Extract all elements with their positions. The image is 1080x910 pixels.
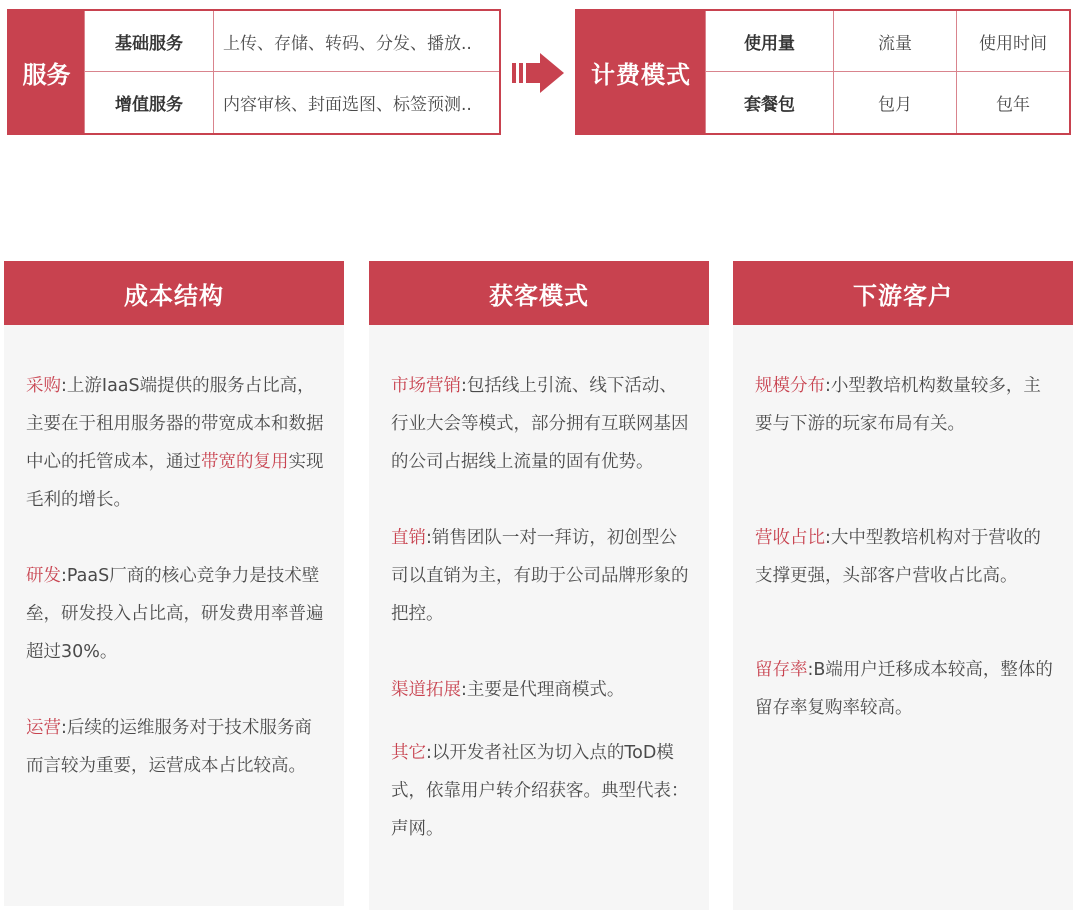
value-added-service-label: 增值服务	[84, 72, 213, 133]
item-separator: :	[426, 743, 432, 763]
list-item	[755, 519, 1053, 595]
item-text: B端用户迁移成本较高，整体的留存率复购率较高。	[755, 660, 1053, 718]
panel-title: 获客模式	[369, 261, 709, 325]
basic-service-label: 基础服务	[84, 11, 213, 72]
item-text: 包括线上引流、线下活动、行业大会等模式，部分拥有互联网基因的公司占据线上流量的固有优势。	[391, 376, 689, 472]
list-item	[391, 367, 689, 481]
services-table	[7, 9, 501, 135]
list-item	[755, 651, 1053, 727]
item-label: 采购	[26, 376, 61, 396]
package-option-yearly: 包年	[956, 72, 1069, 133]
basic-service-value: 上传、存储、转码、分发、播放..	[213, 11, 499, 72]
list-item	[26, 709, 324, 785]
item-label: 研发	[26, 566, 61, 586]
list-item	[26, 557, 324, 671]
billing-table	[575, 9, 1071, 135]
item-text: PaaS厂商的核心竞争力是技术壁垒，研发投入占比高，研发费用率普遍超过30%。	[26, 566, 324, 662]
item-label: 留存率	[755, 660, 808, 680]
item-text: 后续的运维服务对于技术服务商而言较为重要，运营成本占比较高。	[26, 718, 312, 776]
item-label: 运营	[26, 718, 61, 738]
list-item	[26, 367, 324, 519]
item-text: 大中型教培机构对于营收的支撑更强，头部客户营收占比高。	[755, 528, 1041, 586]
item-label: 营收占比	[755, 528, 825, 548]
item-separator: :	[61, 566, 67, 586]
item-label: 直销	[391, 528, 426, 548]
item-label: 其它	[391, 743, 426, 763]
panel-title: 下游客户	[733, 261, 1073, 325]
item-text: 销售团队一对一拜访，初创型公司以直销为主，有助于公司品牌形象的把控。	[391, 528, 689, 624]
list-item	[755, 367, 1053, 443]
services-grid	[84, 11, 499, 133]
list-item	[391, 734, 689, 848]
item-separator: :	[461, 376, 467, 396]
item-separator: :	[426, 528, 432, 548]
item-text: 以开发者社区为切入点的ToD模式，依靠用户转介绍获客。典型代表：声网。	[391, 743, 689, 839]
package-label: 套餐包	[705, 72, 833, 133]
double-right-arrow-icon	[512, 53, 564, 93]
item-separator: :	[825, 528, 831, 548]
item-separator: :	[61, 718, 67, 738]
item-highlight: 带宽的复用	[201, 452, 289, 472]
item-label: 规模分布	[755, 376, 825, 396]
value-added-service-value: 内容审核、封面选图、标签预测..	[213, 72, 499, 133]
item-text: 主要是代理商模式。	[466, 680, 625, 700]
item-label: 渠道拓展	[391, 680, 461, 700]
item-text: 小型教培机构数量较多，主要与下游的玩家布局有关。	[755, 376, 1041, 434]
item-separator: :	[461, 680, 467, 700]
item-text: 上游IaaS端提供的服务占比高，主要在于租用服务器的带宽成本和数据中心的托管成本，通过	[26, 376, 324, 472]
billing-grid	[705, 11, 1069, 133]
item-text-after: 实现毛利的增长。	[26, 452, 324, 510]
cost-structure-panel	[4, 261, 344, 906]
services-title: 服务	[9, 11, 84, 133]
downstream-customers-panel	[733, 261, 1073, 910]
customer-acquisition-panel	[369, 261, 709, 910]
item-separator: :	[61, 376, 67, 396]
usage-label: 使用量	[705, 11, 833, 72]
billing-title: 计费模式	[577, 11, 705, 133]
item-label: 市场营销	[391, 376, 461, 396]
usage-option-traffic: 流量	[833, 11, 956, 72]
list-item	[391, 519, 689, 633]
panel-title: 成本结构	[4, 261, 344, 325]
usage-option-time: 使用时间	[956, 11, 1069, 72]
package-option-monthly: 包月	[833, 72, 956, 133]
list-item	[391, 671, 689, 709]
item-separator: :	[807, 660, 814, 680]
item-separator: :	[825, 376, 831, 396]
